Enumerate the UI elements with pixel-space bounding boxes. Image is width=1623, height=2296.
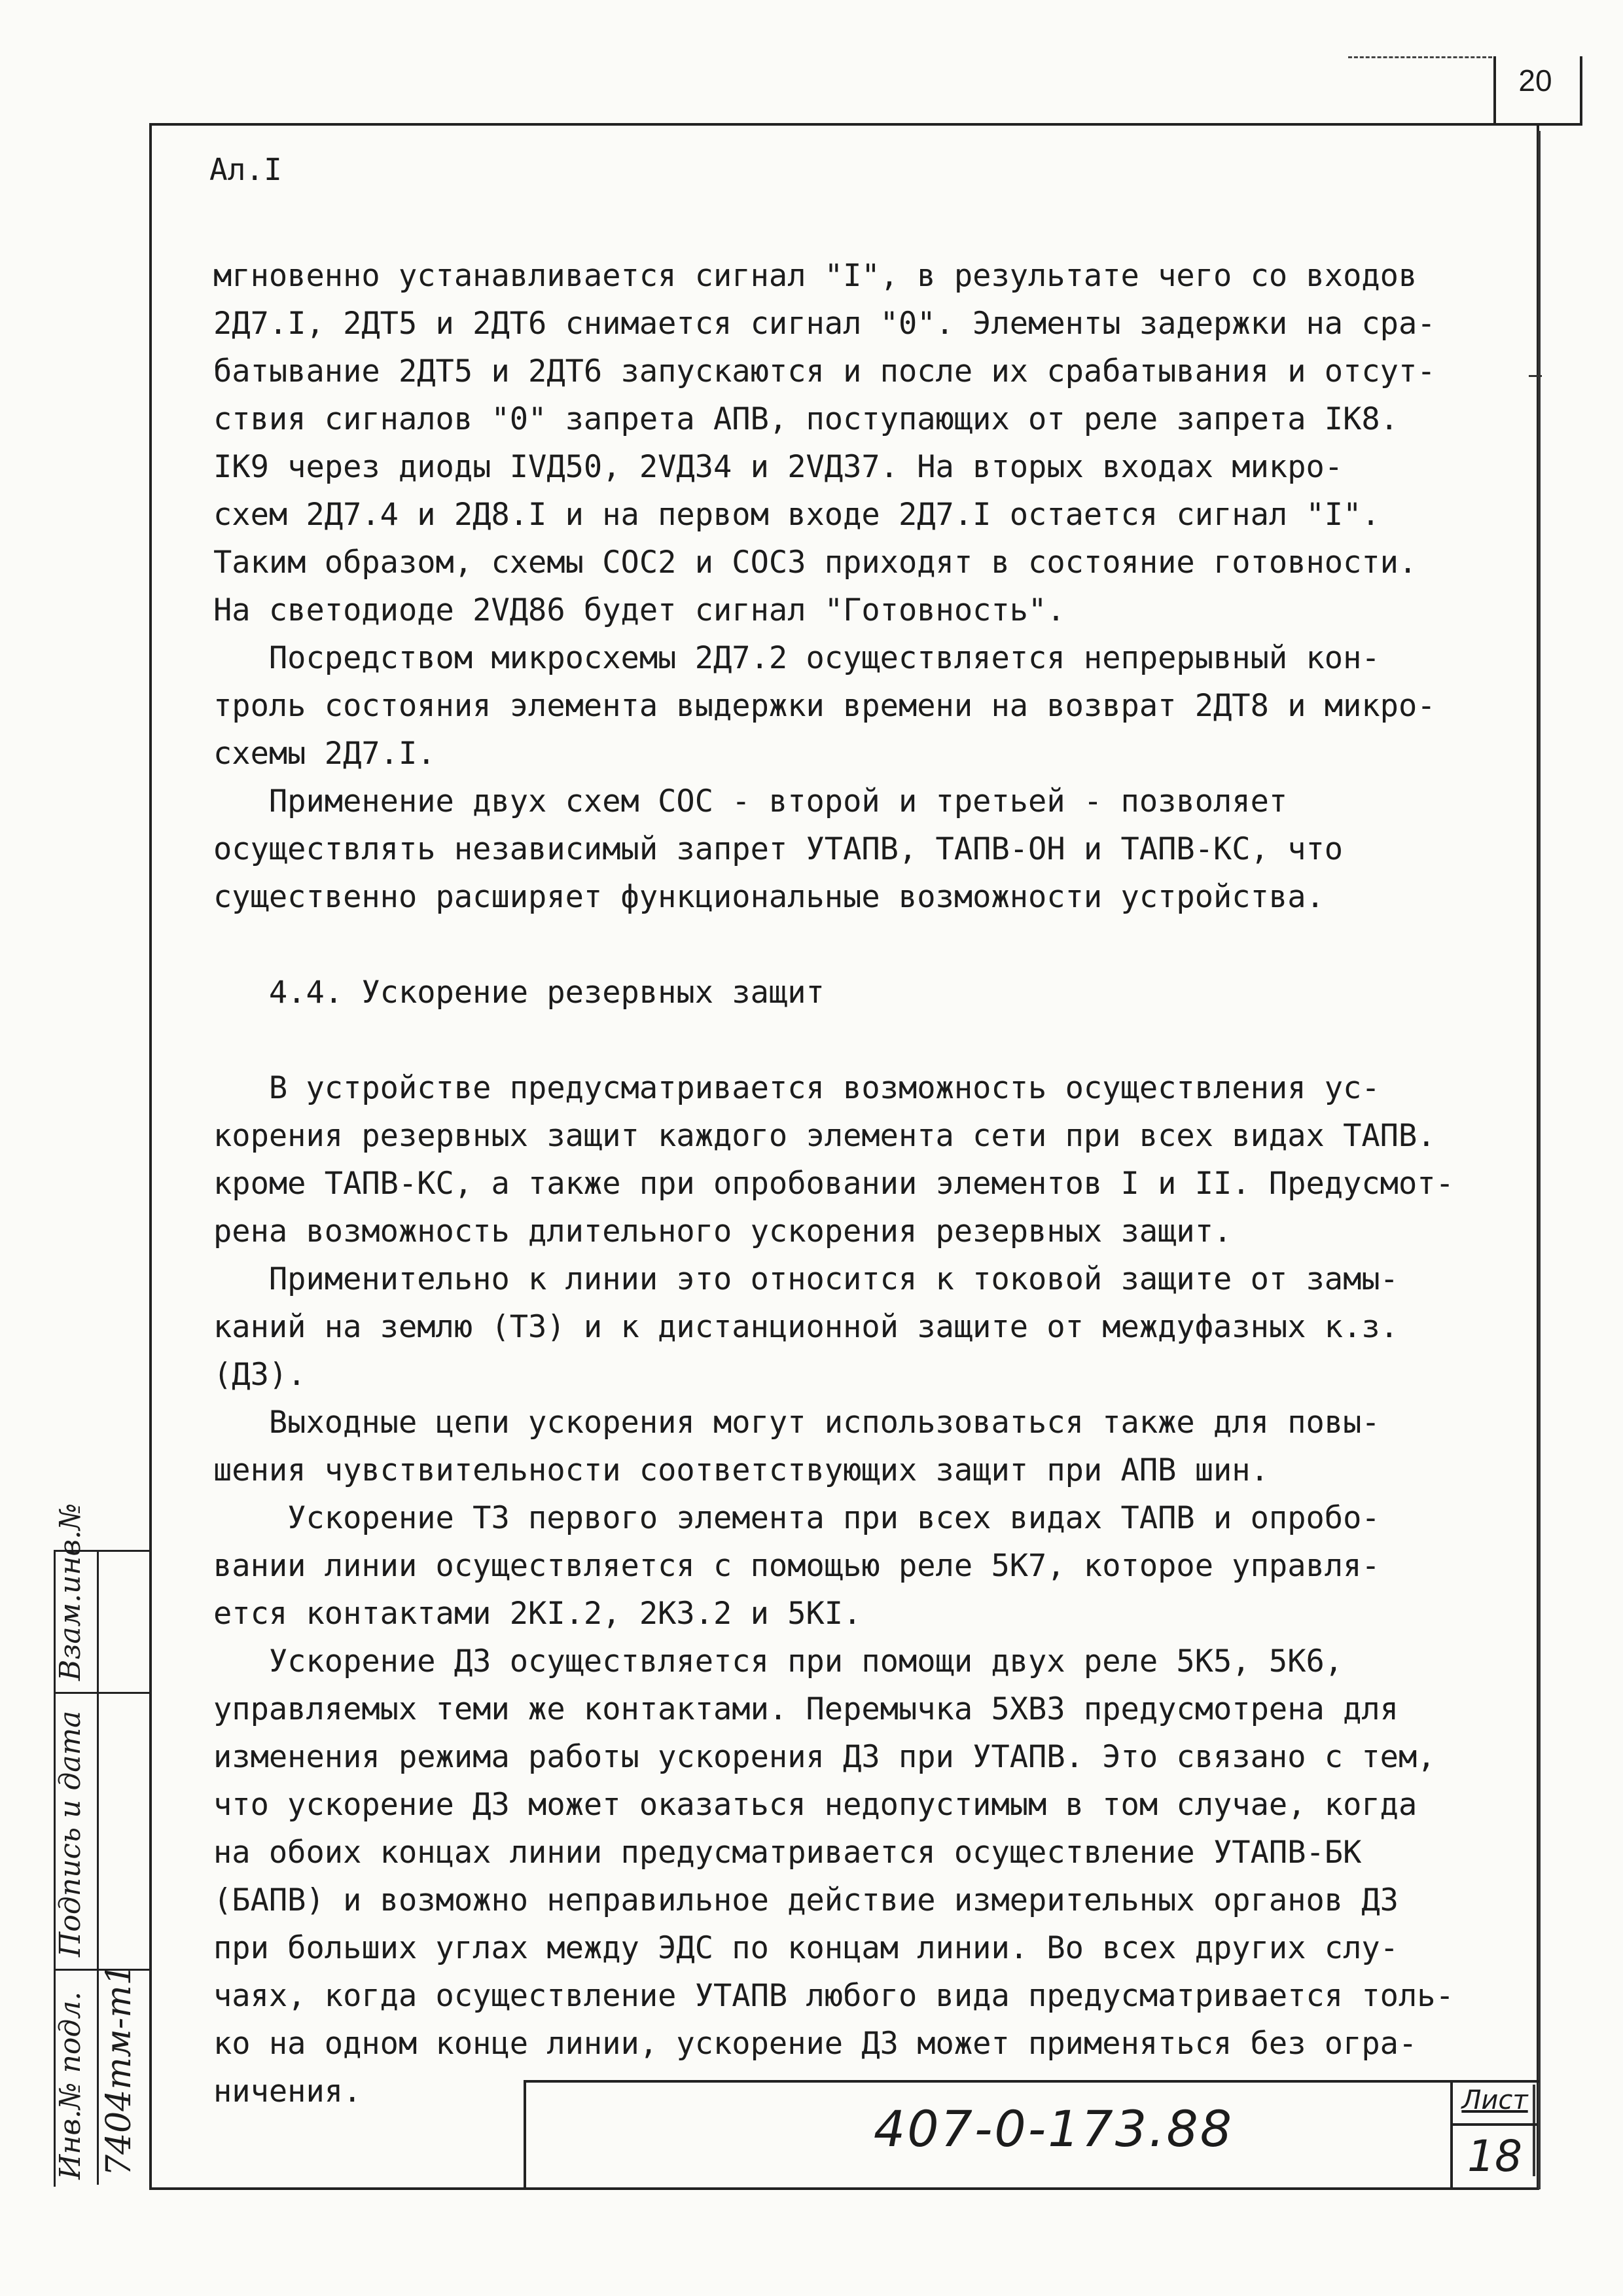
- text-line: Ускорение ТЗ первого элемента при всех видах ТАПВ и опробо-: [213, 1500, 1380, 1536]
- text-line: В устройстве предусматривается возможность осуществления ус-: [213, 1070, 1380, 1106]
- text-line: Применение двух схем СОС - второй и третьей - позволяет: [213, 783, 1288, 819]
- text-line: 4.4. Ускорение резервных защит: [213, 975, 825, 1011]
- text-line: Посредством микросхемы 2Д7.2 осуществляется непрерывный кон-: [213, 640, 1380, 676]
- text-line: ко на одном конце линии, ускорение ДЗ может применяться без огра-: [213, 2026, 1418, 2062]
- text-line: схем 2Д7.4 и 2Д8.I и на первом входе 2Д7.I остается сигнал "I".: [213, 497, 1380, 533]
- label-inv-podl: Инв.№ подл.: [54, 1991, 87, 2179]
- text-line: мгновенно устанавливается сигнал "I", в результате чего со входов: [213, 258, 1418, 294]
- title-block-rule: [1450, 2123, 1537, 2126]
- text-line: батывание 2ДТ5 и 2ДТ6 запускаются и после их срабатывания и отсут-: [213, 353, 1436, 389]
- text-line: на обоих концах линии предусматривается осуществление УТАПВ-БК: [213, 1835, 1362, 1871]
- text-line: IК9 через диоды IVД50, 2VД34 и 2VД37. На вторых входах микро-: [213, 449, 1344, 485]
- text-line: кроме ТАПВ-КС, а также при опробовании элементов I и II. Предусмот-: [213, 1166, 1454, 1202]
- text-line: Таким образом, схемы СОС2 и СОС3 приходят в состояние готовности.: [213, 545, 1418, 581]
- text-line: Применительно к линии это относится к токовой защите от замы-: [213, 1261, 1399, 1297]
- side-stamp-rule: [56, 1692, 149, 1694]
- text-line: изменения режима работы ускорения ДЗ при УТАПВ. Это связано с тем,: [213, 1739, 1436, 1775]
- text-line: ствия сигналов "0" запрета АПВ, поступающих от реле запрета IК8.: [213, 401, 1399, 437]
- sheet-number: 18: [1467, 2131, 1522, 2181]
- text-line: осуществлять независимый запрет УТАПВ, ТАПВ-ОН и ТАПВ-КС, что: [213, 831, 1344, 867]
- side-stamp-divider: [97, 1550, 99, 2185]
- text-line: Ускорение ДЗ осуществляется при помощи двух реле 5К5, 5К6,: [213, 1643, 1344, 1679]
- text-line: при больших углах между ЭДС по концам линии. Во всех других слу-: [213, 1930, 1399, 1966]
- text-line: схемы 2Д7.I.: [213, 736, 436, 772]
- text-line: управляемых теми же контактами. Перемычка 5ХВ3 предусмотрена для: [213, 1691, 1399, 1727]
- page-number: 20: [1518, 63, 1552, 98]
- text-line: рена возможность длительного ускорения резервных защит.: [213, 1213, 1232, 1249]
- album-label: Ал.I: [209, 152, 282, 187]
- text-line: На светодиоде 2VД86 будет сигнал "Готовность".: [213, 592, 1065, 628]
- text-line: ничения.: [213, 2073, 362, 2109]
- sheet-caption: Лист: [1461, 2085, 1528, 2115]
- margin-tick-mark: [1529, 375, 1542, 377]
- text-line: 2Д7.I, 2ДТ5 и 2ДТ6 снимается сигнал "0". Элементы задержки на сра-: [213, 306, 1436, 342]
- text-line: ется контактами 2КI.2, 2К3.2 и 5КI.: [213, 1596, 862, 1632]
- text-line: вании линии осуществляется с помощью реле 5К7, которое управля-: [213, 1548, 1380, 1584]
- text-line: каний на землю (ТЗ) и к дистанционной защите от междуфазных к.з.: [213, 1309, 1399, 1345]
- text-line: троль состояния элемента выдержки времени на возврат 2ДТ8 и микро-: [213, 688, 1436, 724]
- label-podpis-data: Подпись и дата: [54, 1710, 87, 1957]
- text-line: корения резервных защит каждого элемента сети при всех видах ТАПВ.: [213, 1118, 1436, 1154]
- label-vzam-inv: Взам.инв.№: [54, 1503, 87, 1681]
- document-code: 407-0-173.88: [873, 2100, 1234, 2158]
- text-line: [213, 921, 1529, 969]
- text-line: существенно расширяет функциональные возможности устройства.: [213, 879, 1325, 915]
- body-text: [213, 252, 1529, 2115]
- text-line: шения чувствительности соответствующих защит при АПВ шин.: [213, 1452, 1269, 1488]
- text-line: Выходные цепи ускорения могут использоваться также для повы-: [213, 1405, 1380, 1441]
- text-line: что ускорение ДЗ может оказаться недопустимым в том случае, когда: [213, 1787, 1418, 1823]
- frame-edge-line: [1538, 131, 1541, 2189]
- top-edge-dash: [1348, 56, 1492, 60]
- text-line: (ДЗ).: [213, 1357, 306, 1393]
- text-line: (БАПВ) и возможно неправильное действие измерительных органов ДЗ: [213, 1882, 1399, 1918]
- text-line: чаях, когда осуществление УТАПВ любого вида предусматривается толь-: [213, 1978, 1454, 2014]
- text-line: [213, 1016, 1529, 1064]
- inv-podl-value: 7404тм-т1: [99, 1964, 139, 2176]
